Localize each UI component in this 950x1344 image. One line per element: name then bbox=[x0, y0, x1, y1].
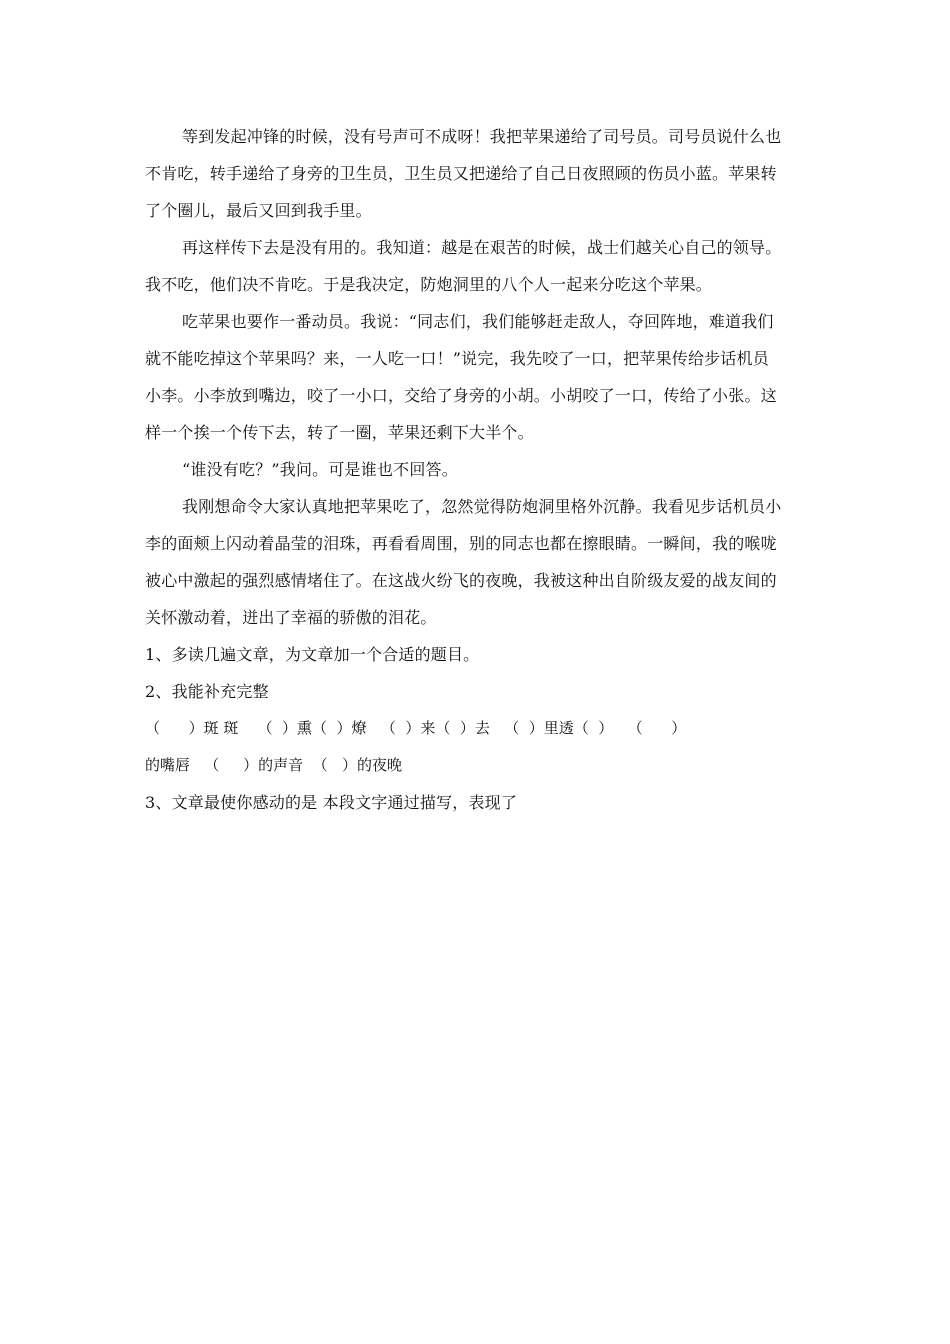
question-1: 1、多读几遍文章，为文章加一个合适的题目。 bbox=[145, 645, 480, 664]
question-3: 3、文章最使你感动的是 本段文字通过描写，表现了 bbox=[145, 793, 518, 812]
text-line: 吃苹果也要作一番动员。我说：“同志们，我们能够赶走敌人，夺回阵地，难道我们 bbox=[182, 312, 774, 331]
paragraph-1 bbox=[145, 118, 810, 229]
text-line: 等到发起冲锋的时候，没有号声可不成呀！我把苹果递给了司号员。司号员说什么也 bbox=[182, 127, 782, 146]
paragraph-2 bbox=[145, 229, 810, 303]
text-line: 样一个挨一个传下去，转了一圈，苹果还剩下大半个。 bbox=[145, 423, 534, 442]
paragraph-3 bbox=[145, 303, 810, 451]
text-line: 就不能吃掉这个苹果吗？来，一人吃一口！”说完，我先咬了一口，把苹果传给步话机员 bbox=[145, 349, 769, 368]
document-page bbox=[145, 118, 810, 821]
text-line: 关怀激动着，迸出了幸福的骄傲的泪花。 bbox=[145, 608, 437, 627]
text-line: 小李。小李放到嘴边，咬了一小口，交给了身旁的小胡。小胡咬了一口，传给了小张。这 bbox=[145, 386, 777, 405]
paragraph-4 bbox=[145, 451, 810, 488]
text-line: 被心中激起的强烈感情堵住了。在这战火纷飞的夜晚，我被这种出自阶级友爱的战友间的 bbox=[145, 571, 777, 590]
question-2-fill-row-2: 的嘴唇 （ ）的声音 （ ）的夜晚 bbox=[145, 756, 402, 774]
question-2-fill-row-1: （ ）斑 斑 （ ）熏（ ）燎 （ ）来（ ）去 （ ）里透（ ） （ ） bbox=[145, 719, 687, 737]
paragraph-5 bbox=[145, 488, 810, 636]
text-line: 李的面颊上闪动着晶莹的泪珠，再看看周围，别的同志也都在擦眼睛。一瞬间，我的喉咙 bbox=[145, 534, 777, 553]
text-line: 了个圈儿，最后又回到我手里。 bbox=[145, 201, 372, 220]
text-line: 不肯吃，转手递给了身旁的卫生员，卫生员又把递给了自己日夜照顾的伤员小蓝。苹果转 bbox=[145, 164, 777, 183]
question-2: 2、我能补充完整 bbox=[145, 682, 269, 701]
text-line: 我刚想命令大家认真地把苹果吃了，忽然觉得防炮洞里格外沉静。我看见步话机员小 bbox=[182, 497, 782, 516]
text-line: 再这样传下去是没有用的。我知道：越是在艰苦的时候，战士们越关心自己的领导。 bbox=[182, 238, 782, 257]
text-line: 我不吃，他们决不肯吃。于是我决定，防炮洞里的八个人一起来分吃这个苹果。 bbox=[145, 275, 713, 294]
questions-section bbox=[145, 636, 810, 821]
text-line: “谁没有吃？”我问。可是谁也不回答。 bbox=[182, 460, 458, 479]
